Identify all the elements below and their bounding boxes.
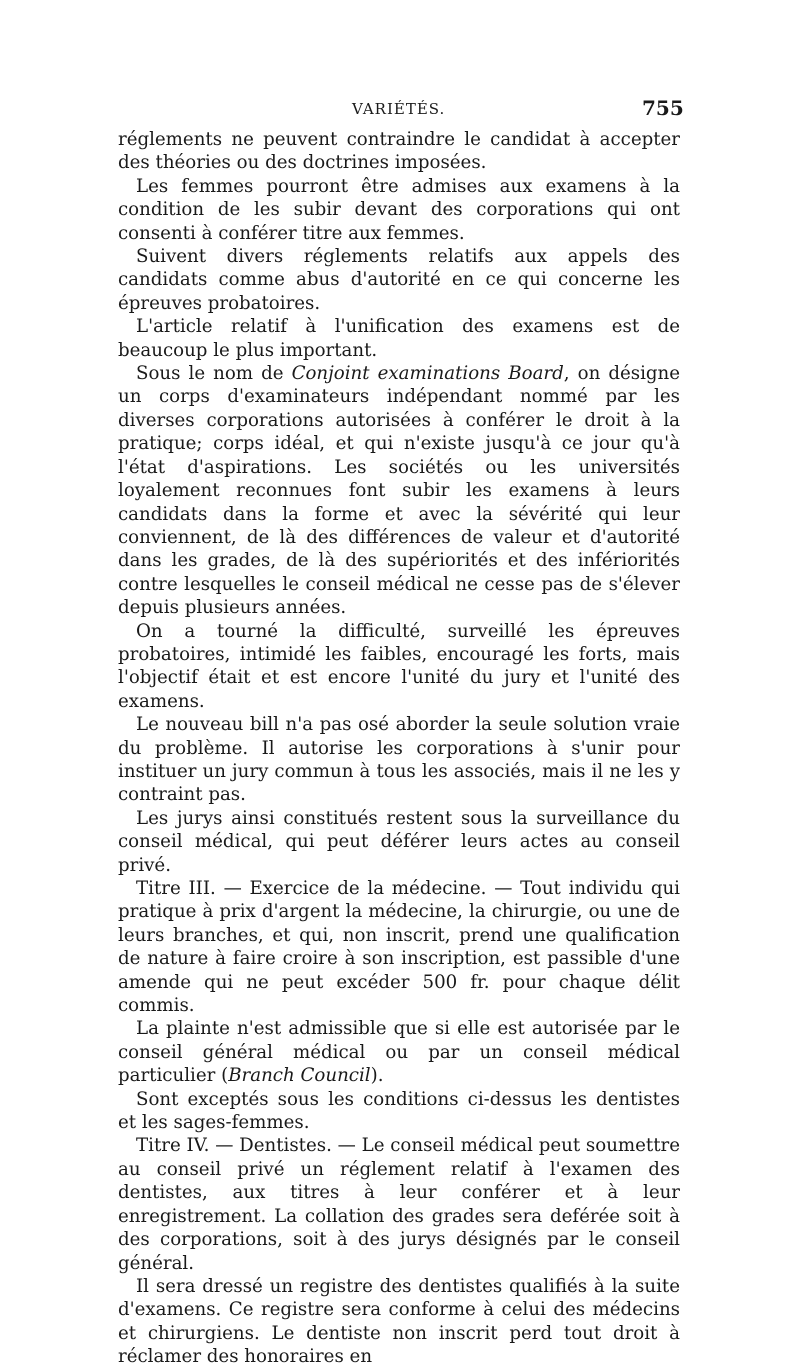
paragraph: L'article relatif à l'unification des examens est de beaucoup le plus important. <box>118 316 680 361</box>
paragraph: Titre III. — Exercice de la médecine. — Tout individu qui pratique à prix d'argent la médecine, la chirurgie, ou une de leurs branches, et qui, non inscrit, prend une qualification de nature à faire croire à son inscription, est passible d'une amende qui ne peut excéder 500 fr. pour chaque délit commis. <box>118 878 680 1017</box>
italic-term: Branch Council <box>228 1065 371 1087</box>
paragraph <box>118 362 680 619</box>
paragraph: Les femmes pourront être admises aux examens à la condition de les subir devant des corporations qui ont consenti à conférer titre aux femmes. <box>118 175 680 244</box>
paragraph-text: La plainte n'est admissible que si elle est autorisée par le conseil général médical ou par un conseil médical particulier ( <box>118 1018 680 1087</box>
paragraph <box>118 1017 680 1087</box>
paragraph: Suivent divers réglements relatifs aux appels des candidats comme abus d'autorité en ce qui concerne les épreuves probatoires. <box>118 246 680 314</box>
body-text <box>118 128 680 1369</box>
italic-term: Conjoint examinations Board <box>291 363 564 385</box>
paragraph: Les jurys ainsi constitués restent sous la surveillance du conseil médical, qui peut déférer leurs actes au conseil privé. <box>118 807 680 876</box>
page-header <box>0 96 800 126</box>
paragraph: Titre IV. — Dentistes. — Le conseil médical peut soumettre au conseil privé un réglement relatif à l'examen des dentistes, aux titres à leur conférer et à leur enregistrement. La collation des grades sera deférée soit à des corporations, soit à des jurys désignés par le conseil général. <box>118 1135 680 1274</box>
paragraph: On a tourné la difficulté, surveillé les épreuves probatoires, intimidé les faibles, encouragé les forts, mais l'objectif était et est encore l'unité du jury et l'unité des examens. <box>118 620 680 712</box>
paragraph: réglements ne peuvent contraindre le candidat à accepter des théories ou des doctrines imposées. <box>118 129 680 174</box>
paragraph: Sont exceptés sous les conditions ci-dessus les dentistes et les sages-femmes. <box>118 1088 680 1134</box>
page-number: 755 <box>642 96 684 120</box>
paragraph-text: ). <box>370 1065 384 1087</box>
paragraph: Il sera dressé un registre des dentistes qualifiés à la suite d'examens. Ce registre sera conforme à celui des médecins et chirurgiens. Le dentiste non inscrit perd tout droit à réclamer des honoraires en <box>118 1275 680 1368</box>
paragraph: Le nouveau bill n'a pas osé aborder la seule solution vraie du problème. Il autorise les corporations à s'unir pour instituer un jury commun à tous les associés, mais il ne les y contraint pas. <box>118 714 680 806</box>
running-title: VARIÉTÉS. <box>352 100 446 118</box>
paragraph-text: , on désigne un corps d'examinateurs indépendant nommé par les diverses corporations autorisées à conférer le droit à la pratique; corps idéal, et qui n'existe jusqu'à ce jour qu'à l'état d'aspirations. Les sociétés ou les universités loyalement reconnues font subir les examens à leurs candidats dans la forme et avec la sévérité qui leur conviennent, de là des différences de valeur et d'autorité dans les grades, de là des supériorités et des infériorités contre lesquelles le conseil médical ne cesse pas de s'élever depuis plusieurs années. <box>118 363 681 619</box>
paragraph-text: Sous le nom de <box>136 363 292 385</box>
